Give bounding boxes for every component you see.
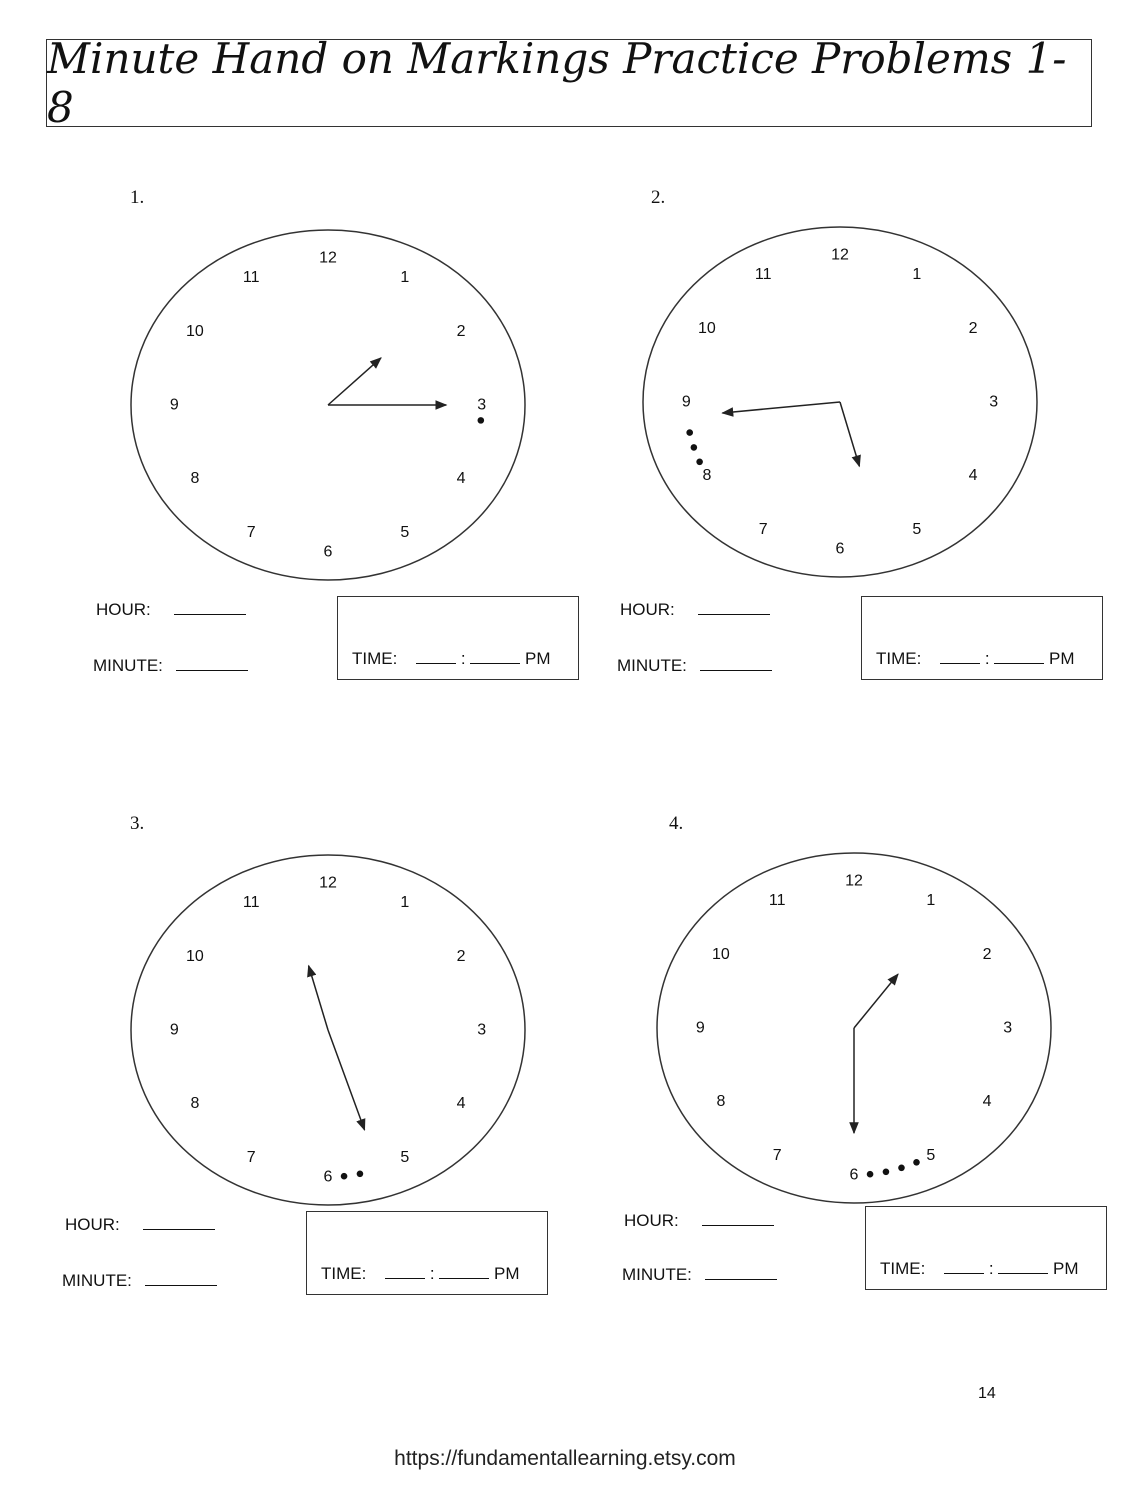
minute-answer-blank[interactable] bbox=[705, 1265, 777, 1280]
time-pm: PM bbox=[525, 649, 551, 668]
minute-marking-dot bbox=[478, 417, 485, 424]
problem-number: 4. bbox=[669, 813, 684, 834]
time-colon: : bbox=[429, 1264, 435, 1283]
footer-url: https://fundamentallearning.etsy.com bbox=[394, 1447, 736, 1470]
time-line bbox=[876, 649, 1075, 669]
minute-field bbox=[617, 656, 772, 676]
clock-number: 8 bbox=[190, 1095, 200, 1112]
time-minute-blank[interactable] bbox=[470, 649, 520, 664]
minute-label: MINUTE: bbox=[622, 1265, 692, 1284]
clock-number: 1 bbox=[400, 269, 410, 287]
hour-hand bbox=[328, 358, 381, 405]
clock-number: 12 bbox=[319, 874, 337, 892]
minute-field bbox=[622, 1265, 777, 1285]
clock-number: 12 bbox=[831, 246, 849, 264]
hour-label: HOUR: bbox=[96, 600, 151, 619]
clock-number: 3 bbox=[989, 393, 999, 411]
time-hour-blank[interactable] bbox=[944, 1259, 984, 1274]
clock-number: 3 bbox=[1003, 1019, 1013, 1037]
clock-number: 2 bbox=[456, 948, 466, 965]
time-colon: : bbox=[988, 1259, 994, 1278]
clock-number: 7 bbox=[772, 1146, 782, 1164]
time-minute-blank[interactable] bbox=[998, 1259, 1048, 1274]
clock-number: 12 bbox=[845, 872, 863, 890]
clock-number: 10 bbox=[186, 323, 204, 340]
clock-number: 12 bbox=[319, 249, 337, 267]
clock-number: 9 bbox=[169, 396, 179, 414]
page-title: Minute Hand on Markings Practice Problems 1-8 bbox=[47, 34, 1067, 132]
clock-number: 7 bbox=[246, 1148, 256, 1166]
hour-label: HOUR: bbox=[624, 1211, 679, 1230]
time-hour-blank[interactable] bbox=[416, 649, 456, 664]
clock-number: 6 bbox=[323, 543, 333, 561]
page-number: 14 bbox=[978, 1385, 996, 1402]
hour-answer-blank[interactable] bbox=[702, 1211, 774, 1226]
minute-label: MINUTE: bbox=[62, 1271, 132, 1290]
time-pm: PM bbox=[1049, 649, 1075, 668]
hour-field bbox=[96, 600, 246, 620]
clock-number: 6 bbox=[835, 540, 845, 558]
clock-number: 5 bbox=[912, 520, 922, 538]
time-line bbox=[352, 649, 551, 669]
hour-label: HOUR: bbox=[620, 600, 675, 619]
hour-answer-blank[interactable] bbox=[143, 1215, 215, 1230]
hour-answer-blank[interactable] bbox=[174, 600, 246, 615]
time-line bbox=[321, 1264, 520, 1284]
clock-number: 9 bbox=[169, 1021, 179, 1039]
clock-number: 10 bbox=[712, 946, 730, 963]
clock-number: 11 bbox=[754, 266, 772, 284]
clock-number: 4 bbox=[968, 467, 978, 484]
clock-number: 5 bbox=[926, 1146, 936, 1164]
time-label: TIME: bbox=[352, 649, 398, 668]
time-box bbox=[306, 1211, 548, 1295]
minute-field bbox=[62, 1271, 217, 1291]
time-label: TIME: bbox=[321, 1264, 367, 1283]
clock-number: 4 bbox=[456, 470, 466, 487]
clock-number: 3 bbox=[477, 1021, 487, 1039]
hour-label: HOUR: bbox=[65, 1215, 120, 1234]
clock-number: 11 bbox=[242, 894, 260, 912]
clock-number: 1 bbox=[926, 892, 936, 910]
clock-number: 1 bbox=[912, 266, 922, 284]
time-box bbox=[865, 1206, 1107, 1290]
time-label: TIME: bbox=[880, 1259, 926, 1278]
problem-number: 3. bbox=[130, 813, 145, 834]
minute-answer-blank[interactable] bbox=[176, 656, 248, 671]
clock-number: 10 bbox=[698, 320, 716, 337]
clock-number: 8 bbox=[716, 1093, 726, 1110]
time-colon: : bbox=[460, 649, 466, 668]
time-box bbox=[337, 596, 579, 680]
minute-answer-blank[interactable] bbox=[700, 656, 772, 671]
minute-answer-blank[interactable] bbox=[145, 1271, 217, 1286]
clock-number: 9 bbox=[681, 393, 691, 411]
hour-field bbox=[65, 1215, 215, 1235]
clock-number: 5 bbox=[400, 523, 410, 541]
time-hour-blank[interactable] bbox=[940, 649, 980, 664]
clock-number: 6 bbox=[323, 1168, 333, 1186]
problem-number: 2. bbox=[651, 187, 666, 208]
problem-number: 1. bbox=[130, 187, 145, 208]
clock-number: 4 bbox=[456, 1095, 466, 1112]
time-colon: : bbox=[984, 649, 990, 668]
clock-number: 11 bbox=[242, 269, 260, 287]
clock-number: 5 bbox=[400, 1148, 410, 1166]
time-minute-blank[interactable] bbox=[994, 649, 1044, 664]
clock-number: 2 bbox=[456, 323, 466, 340]
time-box bbox=[861, 596, 1103, 680]
clock-number: 3 bbox=[477, 396, 487, 414]
clock-number: 8 bbox=[190, 470, 200, 487]
time-minute-blank[interactable] bbox=[439, 1264, 489, 1279]
clock-number: 8 bbox=[702, 467, 712, 484]
time-line bbox=[880, 1259, 1079, 1279]
minute-field bbox=[93, 656, 248, 676]
minute-label: MINUTE: bbox=[617, 656, 687, 675]
clock-number: 2 bbox=[968, 320, 978, 337]
clock-number: 11 bbox=[768, 892, 786, 910]
minute-label: MINUTE: bbox=[93, 656, 163, 675]
time-pm: PM bbox=[1053, 1259, 1079, 1278]
clock-number: 2 bbox=[982, 946, 992, 963]
clock-number: 10 bbox=[186, 948, 204, 965]
clock-number: 1 bbox=[400, 894, 410, 912]
hour-field bbox=[624, 1211, 774, 1231]
time-hour-blank[interactable] bbox=[385, 1264, 425, 1279]
time-label: TIME: bbox=[876, 649, 922, 668]
clock-number: 7 bbox=[246, 523, 256, 541]
clock-number: 4 bbox=[982, 1093, 992, 1110]
clock-number: 6 bbox=[849, 1166, 859, 1184]
time-pm: PM bbox=[494, 1264, 520, 1283]
clock-number: 9 bbox=[695, 1019, 705, 1037]
hour-field bbox=[620, 600, 770, 620]
clock-number: 7 bbox=[758, 520, 768, 538]
hour-answer-blank[interactable] bbox=[698, 600, 770, 615]
